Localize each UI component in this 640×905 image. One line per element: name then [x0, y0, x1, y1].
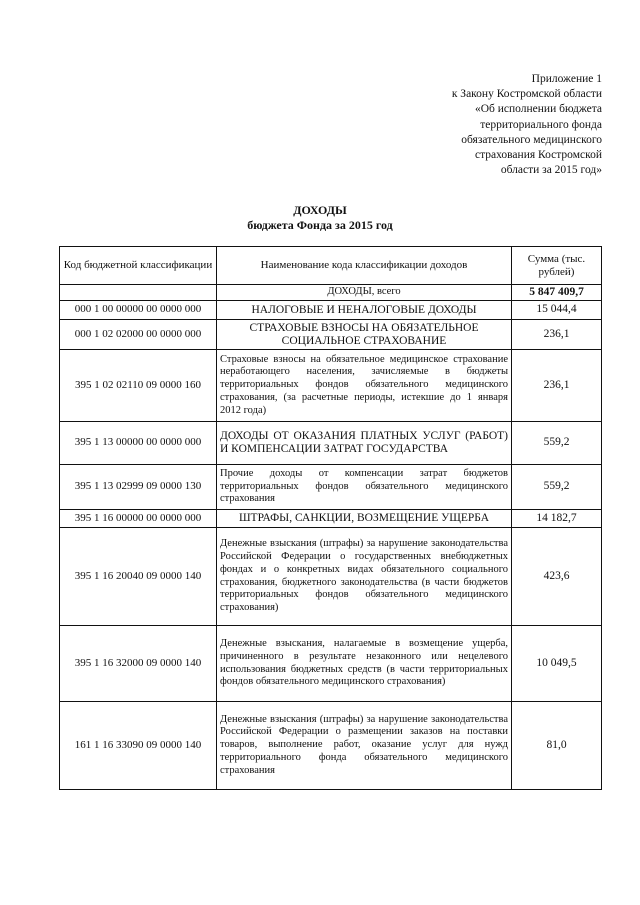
table-row — [60, 626, 602, 702]
table-row — [60, 465, 602, 510]
row-name: Денежные взыскания (штрафы) за нарушение законодательства Российской Федерации о размещении заказов на поставки товаров, выполнение работ, оказание услуг для нужд территориального фонда обязательного медицинского страхования — [217, 702, 512, 790]
appendix-line: Приложение 1 — [531, 73, 602, 85]
row-code: 395 1 16 32000 09 0000 140 — [60, 626, 217, 702]
row-name: ДОХОДЫ ОТ ОКАЗАНИЯ ПЛАТНЫХ УСЛУГ (РАБОТ) И КОМПЕНСАЦИИ ЗАТРАТ ГОСУДАРСТВА — [217, 422, 512, 465]
table-row — [60, 510, 602, 528]
table-row — [60, 301, 602, 320]
row-code: 000 1 02 02000 00 0000 000 — [60, 320, 217, 350]
table-header-row — [60, 247, 602, 285]
table-row — [60, 350, 602, 422]
total-row — [60, 285, 602, 301]
row-name: НАЛОГОВЫЕ И НЕНАЛОГОВЫЕ ДОХОДЫ — [217, 301, 512, 320]
appendix-line: обязательного медицинского — [461, 133, 602, 146]
row-code: 000 1 00 00000 00 0000 000 — [60, 301, 217, 320]
header-sum: Сумма (тыс. рублей) — [512, 247, 602, 285]
row-sum: 10 049,5 — [512, 626, 602, 702]
appendix-line: «Об исполнении бюджета — [474, 103, 602, 116]
row-code: 395 1 02 02110 09 0000 160 — [60, 350, 217, 422]
row-name: Денежные взыскания (штрафы) за нарушение законодательства Российской Федерации о государственных внебюджетных фондах и о конкретных видах обязательного социального страхования, бюджетного законодательства (в части бюджетов территориальных фондов обязательного медицинского страхования) — [217, 528, 512, 626]
total-sum: 5 847 409,7 — [512, 285, 602, 301]
appendix-line: страхования Костромской — [474, 149, 602, 162]
row-sum: 15 044,4 — [512, 301, 602, 320]
row-sum: 236,1 — [512, 350, 602, 422]
row-name: Страховые взносы на обязательное медицинское страхование неработающего населения, зачисляемые в бюджеты территориальных фондов обязательного медицинского страхования, (за расчетные периоды, истекшие до 1 января 2012 года) — [217, 350, 512, 422]
table-row — [60, 422, 602, 465]
row-code: 395 1 16 00000 00 0000 000 — [60, 510, 217, 528]
row-name: СТРАХОВЫЕ ВЗНОСЫ НА ОБЯЗАТЕЛЬНОЕ СОЦИАЛЬНОЕ СТРАХОВАНИЕ — [217, 320, 512, 350]
table-row — [60, 528, 602, 626]
row-sum: 236,1 — [512, 320, 602, 350]
appendix-block — [382, 72, 602, 178]
appendix-line: области за 2015 год» — [500, 164, 602, 177]
document-title — [0, 203, 640, 233]
row-code: 395 1 13 00000 00 0000 000 — [60, 422, 217, 465]
title-subheading: бюджета Фонда за 2015 год — [247, 218, 393, 232]
row-name: ШТРАФЫ, САНКЦИИ, ВОЗМЕЩЕНИЕ УЩЕРБА — [217, 510, 512, 528]
row-sum: 81,0 — [512, 702, 602, 790]
row-name: Денежные взыскания, налагаемые в возмещение ущерба, причиненного в результате незаконного или нецелевого использования бюджетных средств (в части территориальных фондов обязательного медицинского страхования) — [217, 626, 512, 702]
total-code-cell — [60, 285, 217, 301]
revenue-table — [59, 246, 602, 790]
title-heading: ДОХОДЫ — [293, 203, 347, 217]
row-sum: 14 182,7 — [512, 510, 602, 528]
row-code: 395 1 13 02999 09 0000 130 — [60, 465, 217, 510]
row-code: 395 1 16 20040 09 0000 140 — [60, 528, 217, 626]
header-code: Код бюджетной классификации — [60, 247, 217, 285]
row-name: Прочие доходы от компенсации затрат бюджетов территориальных фондов обязательного медицинского страхования — [217, 465, 512, 510]
appendix-line: к Закону Костромской области — [451, 88, 602, 101]
appendix-line: территориального фонда — [480, 118, 602, 131]
row-sum: 423,6 — [512, 528, 602, 626]
header-name: Наименование кода классификации доходов — [217, 247, 512, 285]
row-sum: 559,2 — [512, 465, 602, 510]
row-sum: 559,2 — [512, 422, 602, 465]
row-code: 161 1 16 33090 09 0000 140 — [60, 702, 217, 790]
table-row — [60, 320, 602, 350]
table-row — [60, 702, 602, 790]
total-name: ДОХОДЫ, всего — [217, 285, 512, 301]
